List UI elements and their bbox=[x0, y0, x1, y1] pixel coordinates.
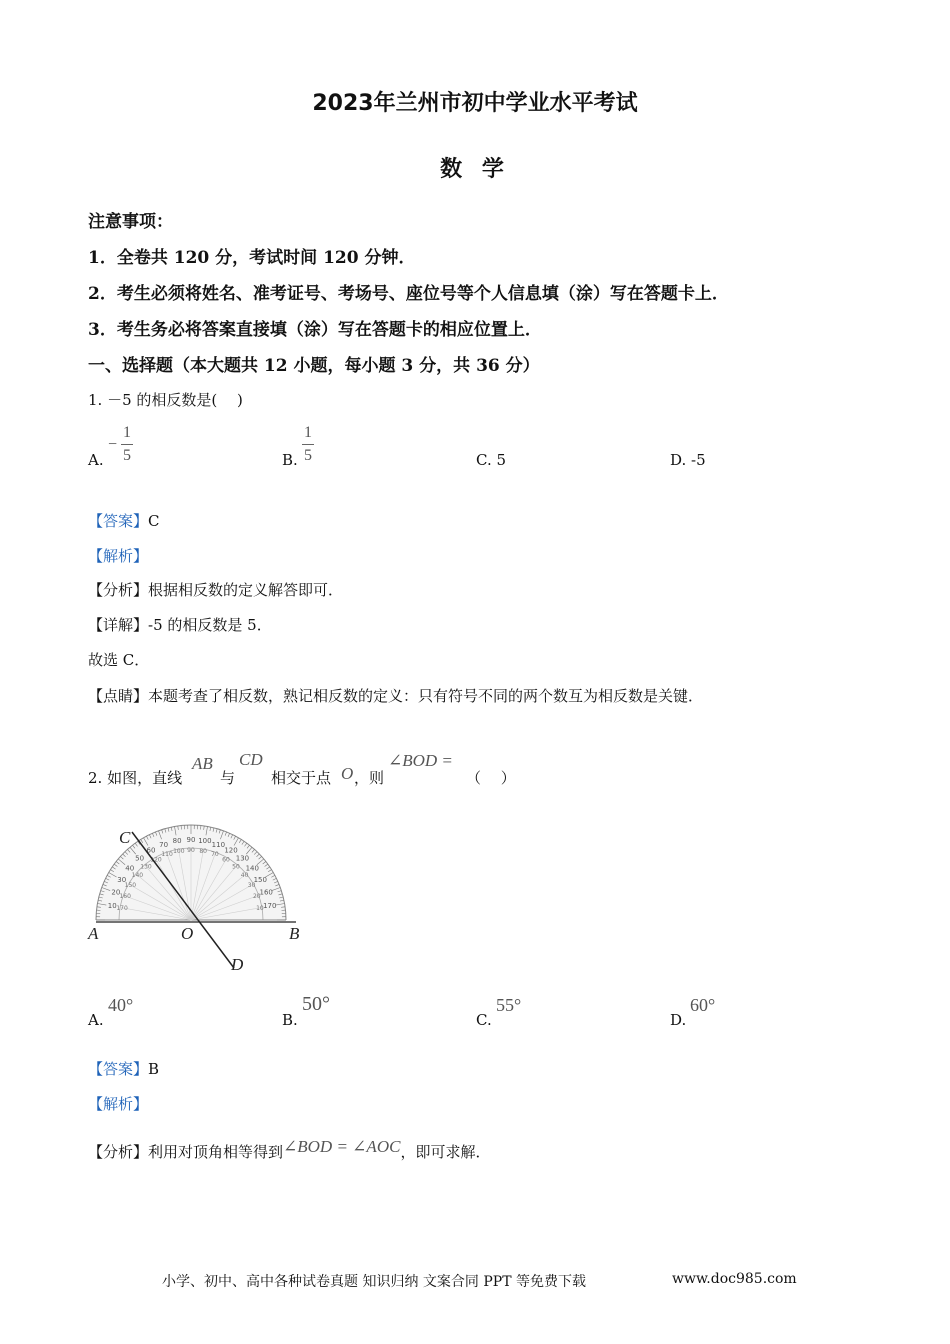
q1-option-a-numerator: 1 bbox=[123, 424, 131, 441]
q1-fenxi-text: 根据相反数的定义解答即可． bbox=[148, 581, 344, 599]
q1-xiangjie-text: -5 的相反数是 5． bbox=[148, 616, 272, 634]
protractor-inner-number: 60 bbox=[222, 856, 230, 864]
fraction-bar bbox=[302, 444, 314, 445]
q1-option-b-fraction bbox=[302, 424, 314, 465]
q1-option-b-numerator: 1 bbox=[304, 424, 312, 441]
protractor-outer-number: 90 bbox=[186, 836, 196, 844]
q2-line-ab: AB bbox=[192, 754, 213, 773]
q2-line-cd: CD bbox=[239, 750, 263, 769]
q2-point-o: O bbox=[341, 764, 354, 783]
footer-text: 小学、初中、高中各种试卷真题 知识归纳 文案合同 PPT 等免费下载 bbox=[162, 1274, 586, 1290]
protractor-outer-number: 60 bbox=[146, 846, 156, 855]
protractor-outer-number: 40 bbox=[125, 864, 135, 873]
protractor-inner-number: 90 bbox=[187, 847, 195, 854]
protractor-inner-number: 50 bbox=[232, 863, 240, 871]
q2-fenxi bbox=[88, 1137, 491, 1162]
q2-option-b-label: B. bbox=[282, 1011, 298, 1029]
q1-answer bbox=[88, 510, 160, 531]
protractor-inner-number: 150 bbox=[124, 882, 137, 889]
q2-option-c-label: C. bbox=[476, 1011, 492, 1029]
q1-xiangjie bbox=[88, 614, 272, 635]
protractor-outer-number: 150 bbox=[253, 876, 267, 884]
protractor-figure bbox=[84, 820, 314, 980]
notice-item-2: 2．考生必须将姓名、准考证号、考场号、座位号等个人信息填（涂）写在答题卡上． bbox=[88, 284, 729, 304]
subject-title: 数 学 bbox=[440, 157, 510, 182]
q1-option-a-sign: − bbox=[108, 436, 118, 453]
q2-stem-then: ，则 bbox=[354, 769, 385, 787]
q1-dianjing bbox=[88, 685, 703, 706]
q1-option-a-denominator: 5 bbox=[123, 447, 131, 464]
protractor-outer-number: 160 bbox=[259, 888, 273, 897]
q1-dianjing-text: 本题考查了相反数，熟记相反数的定义：只有符号不同的两个数互为相反数是关键． bbox=[148, 687, 704, 705]
q2-option-a-label: A. bbox=[88, 1011, 104, 1029]
notice-item-1: 1．全卷共 120 分，考试时间 120 分钟． bbox=[88, 248, 416, 268]
label-a: A bbox=[88, 924, 99, 943]
protractor-outer-number: 170 bbox=[263, 902, 277, 911]
q2-fenxi-suffix: ，即可求解． bbox=[400, 1143, 491, 1161]
q2-angle-bod: ∠BOD = bbox=[388, 751, 453, 770]
protractor-inner-number: 40 bbox=[240, 872, 249, 880]
q2-option-b-value: 50° bbox=[302, 993, 330, 1015]
notice-item-3: 3．考生务必将答案直接填（涂）写在答题卡的相应位置上． bbox=[88, 320, 542, 340]
protractor-inner-number: 30 bbox=[247, 882, 256, 889]
q2-option-a-value: 40° bbox=[108, 995, 134, 1015]
q2-fenxi-prefix: 利用对顶角相等得到 bbox=[148, 1143, 284, 1161]
label-o: O bbox=[181, 924, 194, 943]
fenxi-tag: 【分析】 bbox=[88, 581, 149, 599]
protractor-outer-number: 10 bbox=[107, 902, 117, 911]
protractor-inner-number: 120 bbox=[150, 856, 162, 864]
q2-option-d-value: 60° bbox=[690, 995, 716, 1015]
protractor-outer-number: 120 bbox=[224, 846, 238, 855]
protractor-inner-number: 70 bbox=[211, 851, 219, 859]
protractor-outer-number: 20 bbox=[111, 888, 121, 897]
q1-option-b-label: B. bbox=[282, 451, 298, 469]
protractor-outer-number: 140 bbox=[245, 864, 259, 873]
label-c: C bbox=[119, 828, 131, 847]
answer-tag: 【答案】 bbox=[88, 512, 149, 530]
protractor-outer-number: 30 bbox=[117, 876, 127, 884]
q1-option-b-denominator: 5 bbox=[304, 447, 312, 464]
q2-stem-prefix: 2. 如图，直线 bbox=[88, 769, 183, 787]
q2-option-d-label: D. bbox=[670, 1011, 687, 1029]
protractor-outer-number: 130 bbox=[235, 854, 250, 863]
q2-fenxi-math: ∠BOD = ∠AOC bbox=[283, 1137, 401, 1156]
xiangjie-tag: 【详解】 bbox=[88, 616, 149, 634]
answer-tag: 【答案】 bbox=[88, 1060, 149, 1078]
protractor-inner-number: 170 bbox=[116, 904, 128, 912]
footer-url: www.doc985.com bbox=[672, 1271, 797, 1287]
q2-option-c-value: 55° bbox=[496, 995, 522, 1015]
q2-analysis-tag: 【解析】 bbox=[88, 1095, 149, 1113]
q1-option-c-label: C. bbox=[476, 451, 492, 469]
q2-paren: （ ） bbox=[466, 769, 516, 787]
protractor-inner-number: 140 bbox=[131, 872, 144, 880]
protractor-inner-number: 110 bbox=[161, 851, 173, 859]
protractor-inner-number: 20 bbox=[252, 893, 261, 901]
q2-answer bbox=[88, 1058, 159, 1079]
protractor-outer-number: 110 bbox=[211, 840, 226, 849]
protractor-outer-number: 70 bbox=[159, 840, 169, 849]
label-d: D bbox=[231, 955, 244, 974]
protractor-inner-number: 10 bbox=[256, 904, 264, 912]
protractor-inner-number: 160 bbox=[119, 893, 131, 901]
q2-yu: 与 bbox=[220, 769, 236, 787]
protractor-outer-number: 50 bbox=[135, 854, 145, 863]
section-heading: 一、选择题（本大题共 12 小题，每小题 3 分，共 36 分） bbox=[88, 356, 540, 376]
protractor-inner-number: 100 bbox=[173, 848, 185, 856]
q1-option-a-fraction bbox=[121, 424, 133, 465]
q1-option-d bbox=[670, 451, 706, 469]
q1-option-d-label: D. bbox=[670, 451, 687, 469]
protractor-inner-number: 130 bbox=[140, 863, 152, 871]
q1-analysis-tag: 【解析】 bbox=[88, 547, 149, 565]
protractor-outer-number: 100 bbox=[198, 837, 212, 846]
q2-stem-mid: 相交于点 bbox=[271, 769, 332, 787]
fenxi-tag: 【分析】 bbox=[88, 1143, 149, 1161]
q1-conclusion: 故选 C． bbox=[88, 651, 150, 669]
q1-fenxi bbox=[88, 579, 343, 600]
q1-option-a-label: A. bbox=[88, 451, 104, 469]
q1-stem: 1. －5 的相反数是( ) bbox=[88, 391, 243, 409]
protractor-inner-number: 80 bbox=[199, 848, 207, 856]
q1-option-c-text: 5 bbox=[496, 451, 507, 469]
label-b: B bbox=[289, 924, 300, 943]
q1-option-d-text: -5 bbox=[691, 451, 706, 469]
q1-answer-value: C bbox=[148, 512, 160, 530]
q1-option-c bbox=[476, 451, 506, 469]
exam-title: 2023年兰州市初中学业水平考试 bbox=[312, 91, 638, 116]
notice-heading: 注意事项： bbox=[88, 212, 173, 232]
protractor-outer-number: 80 bbox=[172, 837, 182, 846]
q2-answer-value: B bbox=[148, 1060, 160, 1078]
dianjing-tag: 【点睛】 bbox=[88, 687, 149, 705]
fraction-bar bbox=[121, 444, 133, 445]
